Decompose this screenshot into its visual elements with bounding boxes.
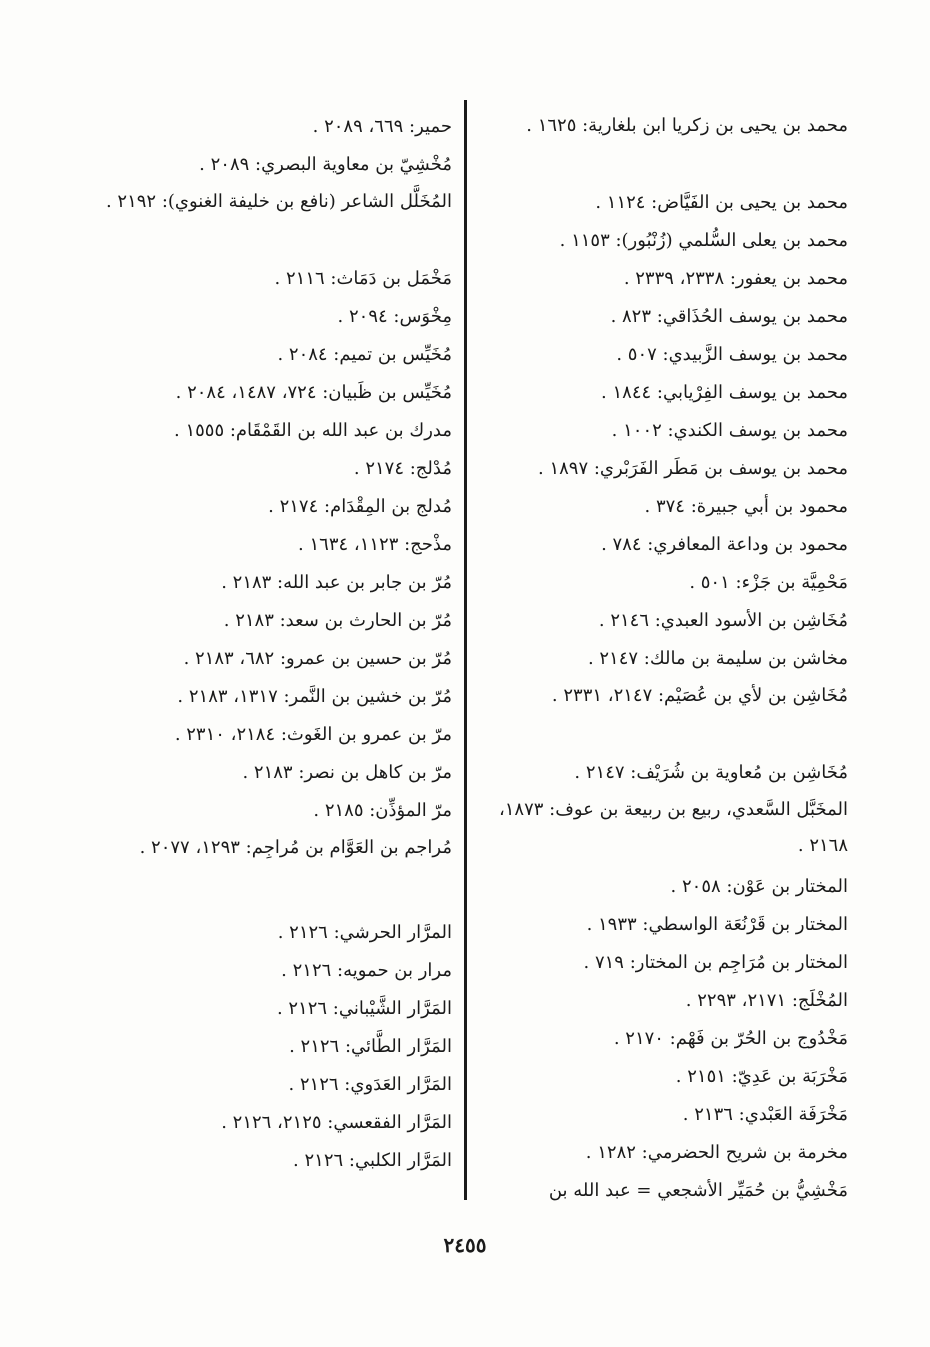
index-entry: مُخَيِّس بن ظَبيان: ٧٢٤، ١٤٨٧، ٢٠٨٤ . <box>175 382 452 403</box>
index-entry: محمد بن يوسف الحُذَاقي: ٨٢٣ . <box>610 306 848 327</box>
page-number: ٢٤٥٥ <box>443 1233 487 1257</box>
index-entry: مُدلج بن المِقْدَام: ٢١٧٤ . <box>268 496 452 517</box>
index-entry: مُخْشِيّ بن معاوية البصري: ٢٠٨٩ . <box>199 154 452 175</box>
index-entry: مَخْرَبَة بن عَدِيّ: ٢١٥١ . <box>675 1066 848 1087</box>
index-entry: مدرك بن عبد الله بن القَمْقَام: ١٥٥٥ . <box>173 420 452 441</box>
index-entry: مُخَاشِن بن الأسود العبدي: ٢١٤٦ . <box>598 610 848 631</box>
index-entry: مَخْرَفَة العَبْدي: ٢١٣٦ . <box>682 1104 848 1125</box>
index-entry: مَخْشِيُّ بن حُمَيِّر الأشجعي = عبد الله بن <box>548 1180 848 1201</box>
index-entry: محمد بن يحيى بن الفَيَّاض: ١١٢٤ . <box>595 192 848 213</box>
index-entry: مُراجم بن العَوَّام بن مُراجِم: ١٢٩٣، ٢٠٧٧ . <box>139 837 452 858</box>
column-divider <box>464 100 467 1200</box>
index-entry: المَرَّار الشَّيْباني: ٢١٢٦ . <box>276 998 452 1019</box>
index-entry: المختار بن مُرَاجِم بن المختار: ٧١٩ . <box>583 952 848 973</box>
index-entry: محمود بن وداعة المعافري: ٧٨٤ . <box>601 534 848 555</box>
index-entry: المَرَّار الفقعسي: ٢١٢٥، ٢١٢٦ . <box>221 1112 452 1133</box>
index-column-left <box>80 108 452 1180</box>
index-entry: مُرّ بن حسين بن عمرو: ٦٨٢، ٢١٨٣ . <box>183 648 452 669</box>
index-entry: مُرّ بن جابر بن عبد الله: ٢١٨٣ . <box>221 572 452 593</box>
index-column-right <box>478 108 848 1210</box>
index-entry: المختار بن عَوْن: ٢٠٥٨ . <box>670 876 848 897</box>
index-entry: المُخَلَّل الشاعر (نافع بن خليفة الغنوي): ٢١٩٢ . <box>105 191 452 212</box>
index-entry: المُخْلَج: ٢١٧١، ٢٢٩٣ . <box>685 990 848 1011</box>
index-entry: محمود بن أبي جبيرة: ٣٧٤ . <box>644 496 848 517</box>
index-entry: مِخْوَس: ٢٠٩٤ . <box>337 306 452 327</box>
index-entry: مرّ المؤذِّن: ٢١٨٥ . <box>313 800 452 821</box>
index-entry: مرّ بن كاهل بن نصر: ٢١٨٣ . <box>242 762 452 783</box>
index-entry: محمد بن يوسف الزَّبيدي: ٥٠٧ . <box>616 344 848 365</box>
index-entry: مخرمة بن شريح الحضرمي: ١٢٨٢ . <box>585 1142 848 1163</box>
index-entry: حمير: ٦٦٩، ٢٠٨٩ . <box>312 116 452 137</box>
index-entry: محمد بن يحيى بن زكريا ابن بلغارية: ١٦٢٥ . <box>526 115 848 136</box>
index-entry: محمد بن يعفور: ٢٣٣٨، ٢٣٣٩ . <box>623 268 848 289</box>
index-entry: مذْحج: ١١٢٣، ١٦٣٤ . <box>298 534 452 555</box>
index-entry: مَخْدُوج بن الحُرّ بن فَهْم: ٢١٧٠ . <box>613 1028 848 1049</box>
index-entry: مُرّ بن خشين بن النَّمر: ١٣١٧، ٢١٨٣ . <box>177 686 452 707</box>
index-entry: محمد بن يعلى السُّلمي (زُنْبُور): ١١٥٣ . <box>559 230 848 251</box>
index-entry: مرار بن حمويه: ٢١٢٦ . <box>281 960 452 981</box>
index-entry: المَرَّار العَدَوي: ٢١٢٦ . <box>288 1074 452 1095</box>
index-entry: المرَّار الحرشي: ٢١٢٦ . <box>277 922 452 943</box>
index-entry: مُدْلج: ٢١٧٤ . <box>353 458 452 479</box>
index-entry: محمد بن يوسف الفِرْيابي: ١٨٤٤ . <box>601 382 848 403</box>
index-entry: محمد بن يوسف الكندي: ١٠٠٢ . <box>611 420 848 441</box>
index-entry: مرّ بن عمرو بن الغَوث: ٢١٨٤، ٢٣١٠ . <box>174 724 452 745</box>
index-entry: مخاشن بن سليمة بن مالك: ٢١٤٧ . <box>587 648 848 669</box>
index-entry: المختار بن قَرْنُعَة الواسطي: ١٩٣٣ . <box>586 914 848 935</box>
index-entry: مَخْمَل بن دَمَاث: ٢١١٦ . <box>274 268 452 289</box>
index-entry: المَرَّار الطَّائي: ٢١٢٦ . <box>289 1036 452 1057</box>
index-entry: المخَبَّل السَّعدي، ربيع بن ربيعة بن عوف: ١٨٧٣، ٢١٦٨ . <box>498 799 848 856</box>
index-entry: محمد بن يوسف بن مَطَر الفَرَبْري: ١٨٩٧ . <box>538 458 848 479</box>
index-entry: مَحْمِيَّة بن جَزْء: ٥٠١ . <box>689 572 848 593</box>
index-entry: مُخَيِّس بن تميم: ٢٠٨٤ . <box>277 344 452 365</box>
index-entry: المَرَّار الكلبي: ٢١٢٦ . <box>293 1150 452 1171</box>
index-entry: مُخَاشِن بن مُعاوية بن شُرَيْف: ٢١٤٧ . <box>574 762 848 783</box>
index-entry: مُخَاشِن بن لأي بن عُصَيْم: ٢١٤٧، ٢٣٣١ . <box>551 685 848 706</box>
index-entry: مُرّ بن الحارث بن سعد: ٢١٨٣ . <box>223 610 452 631</box>
